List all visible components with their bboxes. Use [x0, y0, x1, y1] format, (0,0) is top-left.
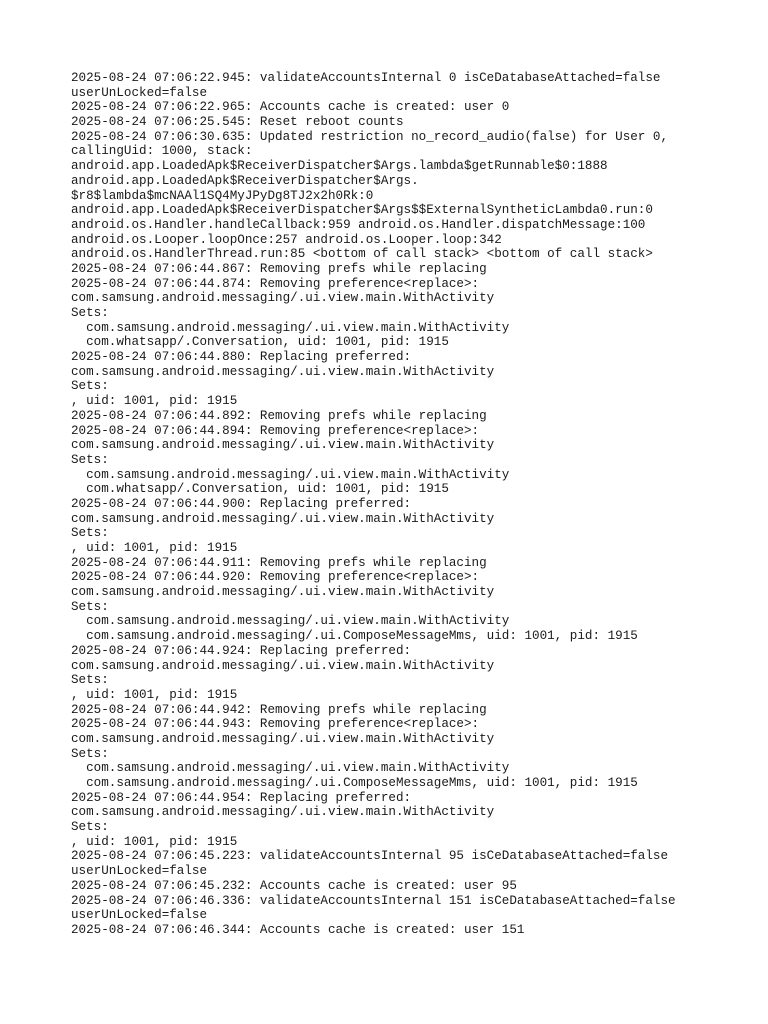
- log-line: Sets:: [71, 673, 109, 688]
- log-line: , uid: 1001, pid: 1915: [71, 687, 238, 702]
- log-line: com.samsung.android.messaging/.ui.view.main.WithActivity: [71, 467, 510, 482]
- log-line: com.samsung.android.messaging/.ui.view.main.WithActivity: [71, 658, 495, 673]
- log-line: com.samsung.android.messaging/.ui.view.main.WithActivity: [71, 438, 495, 453]
- log-line: android.os.Handler.handleCallback:959 android.os.Handler.dispatchMessage:100: [71, 217, 646, 232]
- log-line: 2025-08-24 07:06:44.942: Removing prefs while replacing: [71, 702, 487, 717]
- log-line: Sets:: [71, 746, 109, 761]
- log-line: 2025-08-24 07:06:44.892: Removing prefs while replacing: [71, 408, 487, 423]
- log-line: com.samsung.android.messaging/.ui.view.main.WithActivity: [71, 320, 510, 335]
- log-line: android.os.Looper.loopOnce:257 android.os.Looper.loop:342: [71, 232, 502, 247]
- log-line: 2025-08-24 07:06:44.900: Replacing preferred:: [71, 496, 412, 511]
- log-line: Sets:: [71, 452, 109, 467]
- log-line: android.app.LoadedApk$ReceiverDispatcher$Args.lambda$getRunnable$0:1888: [71, 159, 608, 174]
- log-line: 2025-08-24 07:06:44.954: Replacing preferred:: [71, 790, 412, 805]
- log-line: 2025-08-24 07:06:30.635: Updated restriction no_record_audio(false) for User 0,: [71, 129, 669, 144]
- log-line: userUnLocked=false: [71, 864, 208, 879]
- log-line: 2025-08-24 07:06:46.344: Accounts cache is created: user 151: [71, 922, 525, 937]
- log-line: , uid: 1001, pid: 1915: [71, 394, 238, 409]
- log-line: android.app.LoadedApk$ReceiverDispatcher$Args.: [71, 173, 419, 188]
- log-line: 2025-08-24 07:06:44.920: Removing preference<replace>:: [71, 570, 480, 585]
- log-line: 2025-08-24 07:06:22.965: Accounts cache is created: user 0: [71, 100, 510, 115]
- log-line: callingUid: 1000, stack:: [71, 144, 253, 159]
- log-line: android.os.HandlerThread.run:85 <bottom of call stack> <bottom of call stack>: [71, 247, 653, 262]
- log-line: com.whatsapp/.Conversation, uid: 1001, pid: 1915: [71, 482, 449, 497]
- log-line: com.samsung.android.messaging/.ui.view.main.WithActivity: [71, 805, 495, 820]
- log-line: 2025-08-24 07:06:46.336: validateAccountsInternal 151 isCeDatabaseAttached=false: [71, 893, 676, 908]
- log-line: 2025-08-24 07:06:44.911: Removing prefs while replacing: [71, 555, 487, 570]
- log-line: , uid: 1001, pid: 1915: [71, 834, 238, 849]
- log-line: , uid: 1001, pid: 1915: [71, 541, 238, 555]
- log-line: Sets:: [71, 306, 109, 320]
- log-line: userUnLocked=false: [71, 85, 208, 100]
- log-line: com.samsung.android.messaging/.ui.ComposeMessageMms, uid: 1001, pid: 1915: [71, 629, 638, 644]
- log-line: 2025-08-24 07:06:22.945: validateAccountsInternal 0 isCeDatabaseAttached=false: [71, 71, 661, 85]
- log-line: com.samsung.android.messaging/.ui.view.main.WithActivity: [71, 614, 510, 629]
- log-line: com.samsung.android.messaging/.ui.view.main.WithActivity: [71, 731, 495, 746]
- log-line: com.samsung.android.messaging/.ui.view.main.WithActivity: [71, 585, 495, 600]
- log-line: Sets:: [71, 526, 109, 541]
- log-line: $r8$lambda$mcNAAl1SQ4MyJPyDg8TJ2x2h0Rk:0: [71, 188, 374, 203]
- log-line: 2025-08-24 07:06:44.874: Removing preference<replace>:: [71, 276, 480, 291]
- log-line: Sets:: [71, 379, 109, 394]
- log-line: 2025-08-24 07:06:45.232: Accounts cache is created: user 95: [71, 878, 517, 893]
- log-line: userUnLocked=false: [71, 908, 208, 923]
- log-document: [71, 71, 751, 938]
- log-line: Sets:: [71, 599, 109, 614]
- log-line: com.samsung.android.messaging/.ui.view.main.WithActivity: [71, 761, 510, 776]
- log-line: com.samsung.android.messaging/.ui.ComposeMessageMms, uid: 1001, pid: 1915: [71, 776, 638, 790]
- log-line: com.samsung.android.messaging/.ui.view.main.WithActivity: [71, 291, 495, 306]
- log-line: com.samsung.android.messaging/.ui.view.main.WithActivity: [71, 364, 495, 379]
- log-line: 2025-08-24 07:06:44.867: Removing prefs while replacing: [71, 261, 487, 276]
- log-line: android.app.LoadedApk$ReceiverDispatcher$Args$$ExternalSyntheticLambda0.run:0: [71, 203, 653, 218]
- log-line: 2025-08-24 07:06:44.943: Removing preference<replace>:: [71, 717, 480, 732]
- log-line: Sets:: [71, 820, 109, 835]
- log-line: 2025-08-24 07:06:44.880: Replacing preferred:: [71, 350, 412, 365]
- log-line: com.samsung.android.messaging/.ui.view.main.WithActivity: [71, 511, 495, 526]
- log-line: 2025-08-24 07:06:44.894: Removing preference<replace>:: [71, 423, 480, 438]
- log-line: 2025-08-24 07:06:25.545: Reset reboot counts: [71, 115, 404, 130]
- log-line: 2025-08-24 07:06:44.924: Replacing preferred:: [71, 643, 412, 658]
- log-line: com.whatsapp/.Conversation, uid: 1001, pid: 1915: [71, 335, 449, 350]
- log-line: 2025-08-24 07:06:45.223: validateAccountsInternal 95 isCeDatabaseAttached=false: [71, 849, 669, 864]
